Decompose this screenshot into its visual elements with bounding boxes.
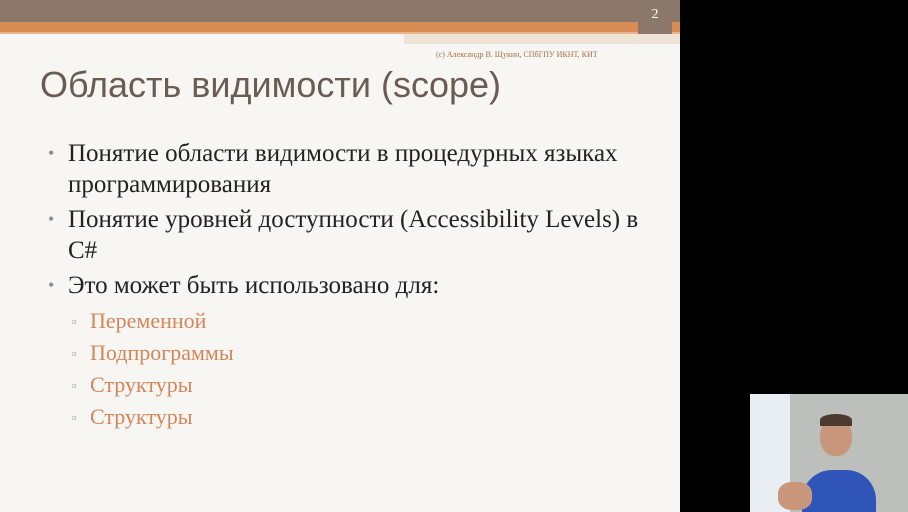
square-bullet-icon: ▫ bbox=[72, 314, 77, 329]
bullet-text: Понятие области видимости в процедурных языках программирования bbox=[68, 140, 618, 198]
bullet-text: Понятие уровней доступности (Accessibility Levels) в C# bbox=[68, 206, 639, 264]
bullet-item bbox=[48, 270, 668, 301]
square-bullet-icon: ▫ bbox=[72, 346, 77, 361]
webcam-overlay bbox=[750, 394, 908, 512]
sub-bullet-text: Структуры bbox=[90, 404, 193, 429]
bullet-icon: • bbox=[48, 275, 55, 295]
header-band bbox=[0, 0, 680, 22]
bullet-text: Это может быть использовано для: bbox=[68, 272, 440, 299]
bullet-item bbox=[48, 138, 668, 200]
square-bullet-icon: ▫ bbox=[72, 378, 77, 393]
sub-bullet-item bbox=[48, 305, 668, 337]
slide-title: Область видимости (scope) bbox=[40, 64, 502, 105]
slide-number: 2 bbox=[638, 0, 672, 34]
bullet-item bbox=[48, 204, 668, 266]
bullet-icon: • bbox=[48, 143, 55, 163]
copyright-note: (с) Александр В. Щукин, СПбГПУ ИКНТ, КИТ bbox=[436, 50, 598, 59]
header-step bbox=[404, 34, 680, 44]
square-bullet-icon: ▫ bbox=[72, 410, 77, 425]
bullet-list bbox=[48, 138, 668, 433]
presenter-hair bbox=[820, 414, 852, 426]
sub-bullet-item bbox=[48, 369, 668, 401]
sub-bullet-item bbox=[48, 337, 668, 369]
bullet-icon: • bbox=[48, 209, 55, 229]
sub-bullet-text: Структуры bbox=[90, 372, 193, 397]
sub-bullet-item bbox=[48, 401, 668, 433]
sub-bullet-text: Подпрограммы bbox=[90, 340, 234, 365]
presenter-hand bbox=[778, 482, 812, 510]
accent-band bbox=[0, 22, 680, 32]
sub-bullet-text: Переменной bbox=[90, 308, 207, 333]
presenter-body bbox=[802, 470, 876, 512]
